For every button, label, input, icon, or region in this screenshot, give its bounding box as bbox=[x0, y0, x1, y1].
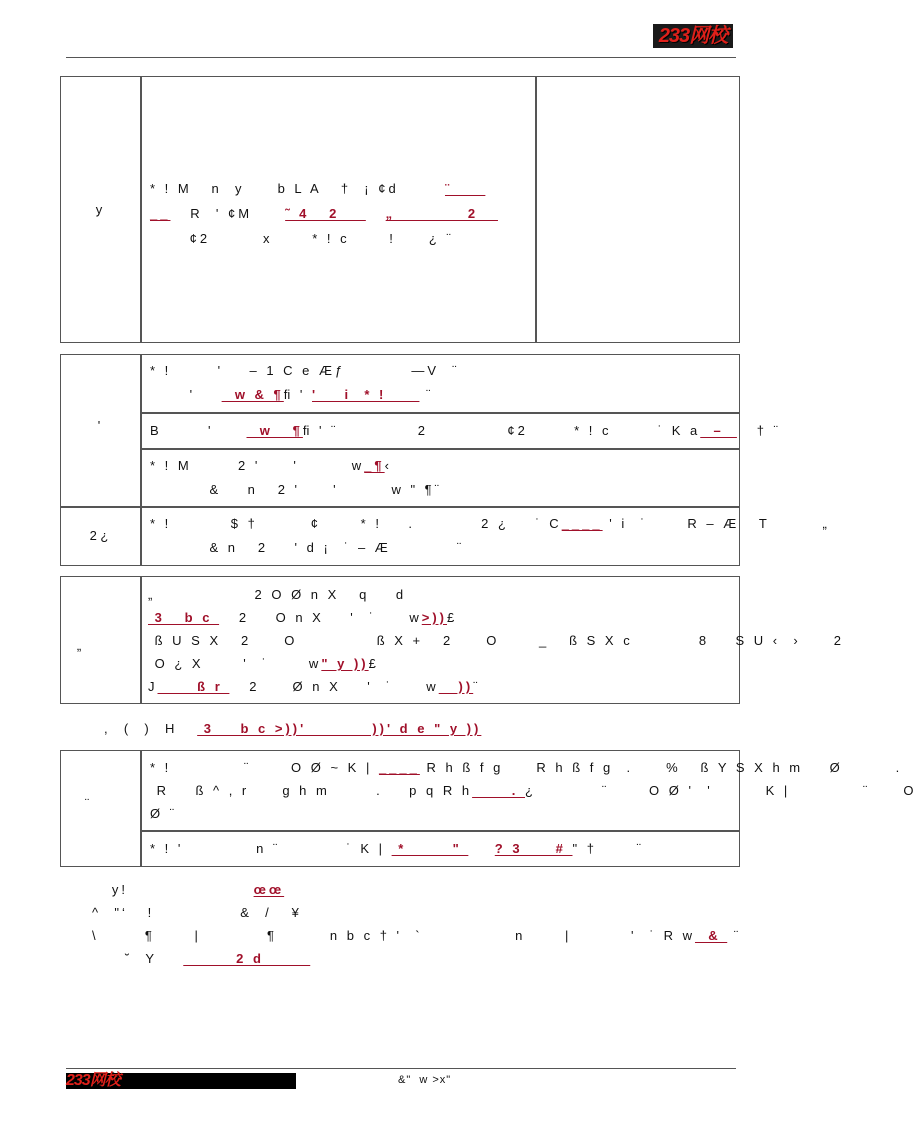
fill-blank: " y )) bbox=[321, 656, 369, 671]
fill-blank: w & ¶ bbox=[221, 387, 284, 402]
row-label: „ bbox=[76, 638, 82, 653]
text-run: ¨ bbox=[419, 387, 434, 402]
fill-blank: * " bbox=[391, 841, 469, 856]
table-divider bbox=[140, 448, 740, 450]
text-run: R ' ¢M bbox=[170, 206, 286, 221]
fill-blank: „ 2 bbox=[385, 206, 498, 221]
text-run: 2 Ø n X ' ˙ w bbox=[229, 679, 439, 694]
fill-blank: – bbox=[700, 423, 737, 438]
text-line bbox=[92, 902, 302, 924]
text-run: 2 O n X ' ˙ w bbox=[219, 610, 422, 625]
fill-blank: 2 d bbox=[183, 951, 311, 966]
fill-blank: ' i * ! bbox=[312, 387, 420, 402]
text-run: £ bbox=[447, 610, 458, 625]
text-run bbox=[366, 206, 386, 221]
text-line bbox=[148, 630, 844, 652]
text-run: * ! ' – 1 C e Æƒ —V ¨ bbox=[150, 363, 460, 378]
fill-blank: & bbox=[694, 928, 728, 943]
text-run: „ 2 O Ø n X q d bbox=[148, 587, 407, 602]
text-line bbox=[150, 228, 454, 250]
text-run: ¨ bbox=[473, 679, 481, 694]
text-run: ^ "‘ ! & / ¥ bbox=[92, 905, 302, 920]
table-divider bbox=[535, 76, 537, 343]
text-run: ‹ bbox=[384, 458, 392, 473]
table-divider bbox=[140, 750, 142, 867]
footer-text: &" w >x" bbox=[398, 1074, 452, 1086]
text-run: ¢2 x * ! c ! ¿ ¨ bbox=[150, 231, 454, 246]
text-run: ﬁ ' ¨ 2 ¢2 * ! c ˙ K a bbox=[302, 423, 701, 438]
fill-blank: ____ bbox=[378, 760, 420, 775]
text-run: * ! $ † ¢ * ! . 2 ¿ ˙ C bbox=[150, 516, 562, 531]
text-run: R ß ^ , r g h m . p q R h bbox=[150, 783, 473, 798]
fill-blank: ____ bbox=[561, 516, 603, 531]
text-line bbox=[148, 676, 481, 698]
fill-blank: ˜ 4 2 bbox=[285, 206, 366, 221]
fill-blank: 3 b c bbox=[148, 610, 220, 625]
footer-rule bbox=[66, 1068, 736, 1069]
text-run: ¨ bbox=[727, 928, 742, 943]
text-run: ß U S X 2 O ß X + 2 O _ ß S X c 8 S U ‹ › 2 bbox=[148, 633, 844, 648]
text-run: ﬁ ' bbox=[283, 387, 313, 402]
text-line bbox=[150, 838, 644, 860]
fill-blank: ß r bbox=[157, 679, 230, 694]
text-line bbox=[150, 178, 485, 200]
table-divider bbox=[140, 412, 740, 414]
text-line bbox=[150, 455, 392, 477]
row-label: 2 ¿ bbox=[89, 528, 109, 543]
text-line bbox=[92, 948, 310, 970]
fill-blank: œœ bbox=[253, 882, 285, 897]
text-run: B ' bbox=[150, 423, 247, 438]
table-divider bbox=[140, 830, 740, 832]
text-run: † ¨ bbox=[736, 423, 781, 438]
fill-blank: ¨ bbox=[444, 181, 486, 196]
text-run: " † ¨ bbox=[572, 841, 644, 856]
text-run: y! bbox=[92, 882, 254, 897]
text-run: & n 2 ' ' w " ¶¨ bbox=[150, 482, 442, 497]
text-run: * ! ' n ¨ ˙ K | bbox=[150, 841, 392, 856]
header-logo: 233网校 bbox=[653, 24, 733, 48]
text-line bbox=[150, 780, 916, 802]
text-run: R h ß f g R h ß f g . % ß Y S X h m Ø . bbox=[419, 760, 903, 775]
text-run: J bbox=[148, 679, 158, 694]
fill-blank: ? 3 # bbox=[494, 841, 573, 856]
fill-blank: _¶ bbox=[364, 458, 385, 473]
fill-blank: )) bbox=[438, 679, 474, 694]
text-line bbox=[150, 360, 460, 382]
row-label: ¨ bbox=[84, 796, 90, 811]
text-line bbox=[150, 420, 781, 442]
text-run: ¿ ¨ O Ø ' ' K | ¨ O bbox=[525, 783, 916, 798]
row-label: y bbox=[95, 202, 103, 217]
text-line bbox=[150, 757, 902, 779]
text-run: * ! ¨ O Ø ~ K | bbox=[150, 760, 379, 775]
fill-blank: __ bbox=[150, 206, 171, 221]
text-run: Ø ¨ bbox=[150, 806, 178, 821]
table-divider bbox=[60, 506, 740, 508]
text-line bbox=[92, 879, 284, 901]
text-run: ' i ˙ R – Æ T „ bbox=[602, 516, 830, 531]
fill-blank: . bbox=[472, 783, 525, 798]
text-line bbox=[148, 607, 457, 629]
text-line bbox=[150, 479, 442, 501]
text-run: \ ¶ | ¶ n b c † ' ` n | ' ˙ R w bbox=[92, 928, 695, 943]
text-run: * ! M 2 ' ' w bbox=[150, 458, 365, 473]
text-line bbox=[92, 925, 741, 947]
table-divider bbox=[140, 576, 142, 704]
table-divider bbox=[140, 76, 142, 343]
table-divider bbox=[140, 354, 142, 566]
text-line bbox=[148, 584, 406, 606]
footer-logo: 233网校 bbox=[66, 1072, 120, 1089]
row-label: ' bbox=[97, 418, 101, 433]
text-run bbox=[468, 841, 494, 856]
text-line bbox=[150, 537, 464, 559]
text-line bbox=[150, 513, 830, 535]
text-run: O ¿ X ' ˙ w bbox=[148, 656, 322, 671]
text-run: , ( ) H bbox=[104, 721, 198, 736]
text-run: ˘ Y bbox=[92, 951, 184, 966]
fill-blank: 3 b c >))' ))' d e " y )) bbox=[197, 721, 482, 736]
fill-blank: w ¶ bbox=[246, 423, 303, 438]
text-run: £ bbox=[368, 656, 379, 671]
text-line bbox=[150, 384, 433, 406]
text-line bbox=[150, 803, 177, 825]
text-run: * ! M n y b L A † ¡ ¢d bbox=[150, 181, 445, 196]
text-line bbox=[150, 203, 498, 225]
header-rule bbox=[66, 57, 736, 58]
text-line bbox=[104, 718, 481, 740]
text-run: ' bbox=[150, 387, 222, 402]
text-line bbox=[148, 653, 379, 675]
fill-blank: >)) bbox=[421, 610, 448, 625]
text-run: & n 2 ' d ¡ ˙ – Æ ¨ bbox=[150, 540, 465, 555]
